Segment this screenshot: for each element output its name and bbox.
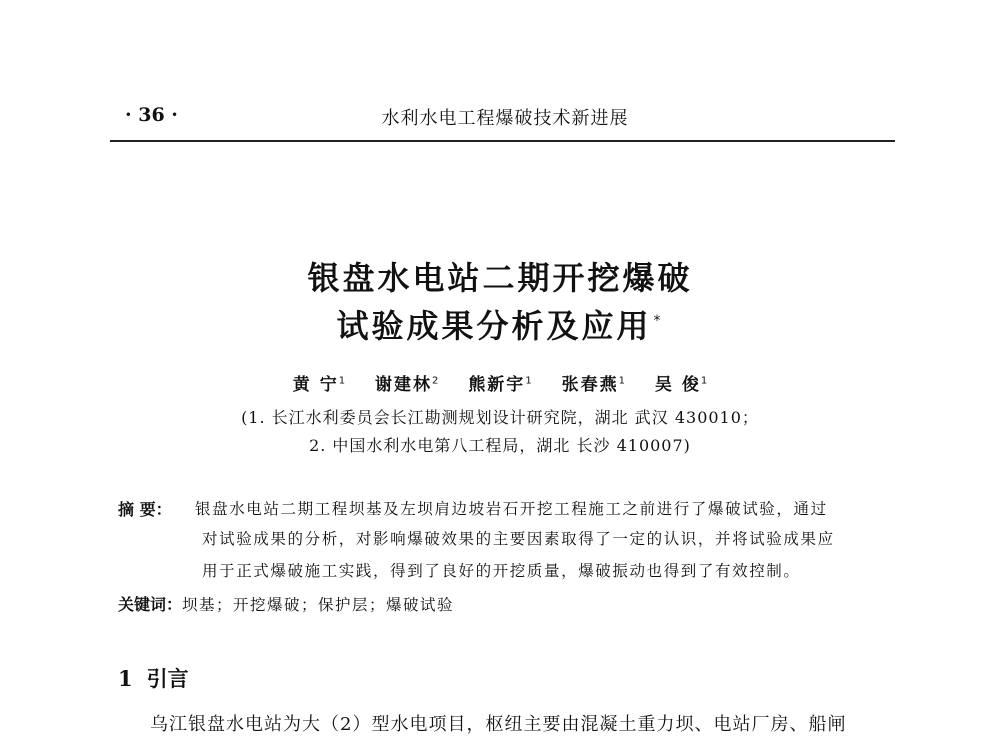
section-heading [118,663,189,693]
section-title: 引言 [146,666,189,691]
author-5-name: 吴 俊 [654,375,701,395]
abstract-line-3: 用于正式爆破施工实践，得到了良好的开挖质量，爆破振动也得到了有效控制。 [202,562,801,580]
author-3-name: 熊新宇 [468,375,526,395]
author-5 [655,370,707,395]
author-3-affil: 1 [525,375,532,387]
author-2-affil: 2 [432,375,439,387]
abstract-line-1: 银盘水电站二期工程坝基及左坝肩边坡岩石开挖工程施工之前进行了爆破试验，通过 [195,500,828,518]
author-1-name: 黄 宁 [292,375,339,395]
abstract-label: 摘 要： [118,500,172,519]
paper-title-line-1 [0,253,1000,299]
author-4 [562,370,625,395]
author-list [0,370,1000,395]
keywords-label: 关键词： [118,595,183,614]
keywords-values: 坝基；开挖爆破；保护层；爆破试验 [182,596,455,614]
author-2-name: 谢建林 [375,375,433,395]
affiliation-line-1: (1. 长江水利委员会长江勘测规划设计研究院，湖北 武汉 430010； [241,408,759,427]
page-number: · 36 · [125,104,178,126]
author-2 [375,370,438,395]
title-line-2-text: 试验成果分析及应用 [336,307,652,345]
author-4-affil: 1 [618,375,625,387]
section-number: 1 [118,666,133,691]
journal-title: 水利水电工程爆破技术新进展 [381,108,629,129]
affiliation-line-2: 2. 中国水利水电第八工程局，湖北 长沙 410007) [309,436,691,455]
abstract-line-2: 对试验成果的分析，对影响爆破效果的主要因素取得了一定的认识，并将试验成果应 [202,530,835,548]
author-1 [293,370,345,395]
running-header [125,104,885,136]
body-paragraph-line: 乌江银盘水电站为大（2）型水电项目，枢纽主要由混凝土重力坝、电站厂房、船闸 [150,714,847,735]
author-5-affil: 1 [700,375,708,387]
title-line-1-text: 银盘水电站二期开挖爆破 [307,259,693,297]
author-4-name: 张春燕 [561,375,619,395]
paper-title-line-2 [0,301,1000,347]
header-rule [110,140,895,142]
title-footnote-mark: * [653,313,664,330]
author-3 [468,370,531,395]
author-1-affil: 1 [338,375,346,387]
keywords [118,592,908,615]
